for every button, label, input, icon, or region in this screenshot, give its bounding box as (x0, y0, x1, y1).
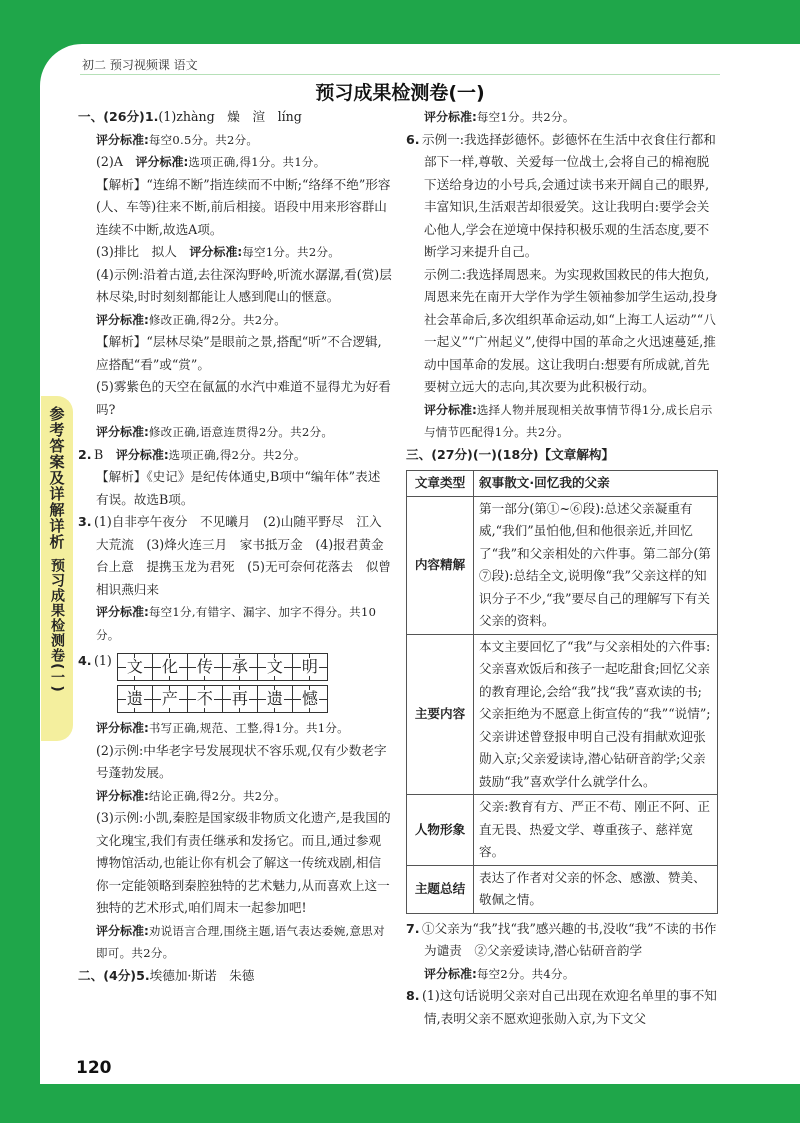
running-header: 初二 预习视频课 语文 (82, 58, 198, 72)
q5-line (78, 965, 392, 988)
standard-label: 评分标准: (424, 402, 477, 417)
section-three-heading: 三、(27分)(一)(18分)【文章解构】 (406, 446, 615, 462)
side-tab-bottom: 预习成果检测卷(一) (49, 558, 65, 693)
q3-answer: (1)自非亭午夜分 不见曦月 (2)山随平野尽 江入大荒流 (3)烽火连三月 家书抵万金 (4)报君黄金台上意 提携玉龙为君死 (5)无可奈何花落去 似曾相识燕归来 (94, 514, 391, 597)
q7-answer: ①父亲为“我”找“我”感兴趣的书,没收“我”不读的书作为谴责 ②父亲爱读诗,潜心钻研音韵学 (422, 920, 717, 958)
grid-char: 化 (161, 657, 178, 676)
standard-text: 每空1分,有错字、漏字、加字不得分。共10分。 (96, 605, 377, 642)
standard-text: 选择人物并展现相关故事情节得1分,成长启示与情节匹配得1分。共2分。 (424, 402, 713, 439)
grid-cell (117, 653, 153, 681)
standard-label: 评分标准: (96, 312, 149, 327)
q1-2-answer: (2)A (96, 154, 136, 169)
grid-cell (222, 653, 258, 681)
grid-cell (187, 653, 223, 681)
standard-label: 评分标准: (424, 966, 477, 981)
page-title: 预习成果检测卷(一) (315, 82, 485, 104)
standard-text: 书写正确,规范、工整,得1分。共1分。 (148, 721, 349, 735)
q6-answer-2: 示例二:我选择周恩来。为实现救国救民的伟大抱负,周恩来先在南开大学作为学生领袖参加学生运动,投身社会革命后,多次组织革命运动,如“上海工人运动”“八一起义”“广州起义”,使得中国的革命之火迅速蔓延,推动中国革命的发展。这让我明白:想要有所成就,首先要树立远大的志向,其次要为此积极行动。 (424, 266, 718, 394)
q5-standard (406, 106, 718, 129)
grid-char: 憾 (301, 689, 318, 708)
grid-row-1 (118, 653, 328, 681)
grid-cell (117, 685, 153, 713)
q1-5-standard (78, 421, 392, 444)
q8-line (406, 985, 718, 1030)
standard-text: 每空2分。共4分。 (476, 966, 575, 981)
q5-number: 5. (136, 967, 150, 983)
q3-standard (78, 601, 392, 646)
q4-3-answer: (3)示例:小凯,秦腔是国家级非物质文化遗产,是我国的文化瑰宝,我们有责任继承和发扬它。而且,通过参观博物馆活动,也能让你有机会了解这一传统戏剧,相信你一定能领略到秦腔独特的艺术魅力,从而喜欢上这一独特的艺术形式,咱们周末一起参加吧! (96, 810, 391, 915)
grid-cell (257, 653, 293, 681)
standard-text: 每空0.5分。共2分。 (148, 132, 259, 147)
standard-label: 评分标准: (96, 923, 149, 938)
q4-1-label: (1) (94, 653, 112, 668)
q1-3-answer: (3)排比 拟人 (96, 244, 190, 259)
q2-number: 2. (78, 446, 92, 462)
q4-3-standard (78, 920, 392, 965)
grid-char: 遗 (126, 689, 143, 708)
grid-char: 文 (266, 657, 283, 676)
q6-standard (406, 399, 718, 444)
grid-char: 产 (161, 689, 178, 708)
q7-line (406, 918, 718, 963)
standard-label: 评分标准: (135, 155, 189, 169)
standard-label: 评分标准: (96, 788, 149, 803)
standard-text: 选项正确,得1分。共1分。 (188, 155, 326, 169)
standard-label: 评分标准: (96, 605, 149, 619)
q5-answer: 埃德加·斯诺 朱德 (149, 967, 255, 983)
standard-text: 劝说语言合理,围绕主题,语气表达委婉,意思对即可。共2分。 (96, 923, 385, 960)
grid-cell (187, 685, 223, 713)
standard-text: 修改正确,得2分。共2分。 (148, 312, 286, 327)
standard-label: 评分标准: (189, 245, 243, 259)
row-content: 父亲:教育有方、严正不苟、刚正不阿、正直无畏、热爱文学、尊重孩子、慈祥宽容。 (474, 795, 718, 866)
row-content: 叙事散文·回忆我的父亲 (474, 471, 718, 497)
row-content: 本文主要回忆了“我”与父亲相处的六件事:父亲喜欢饭后和孩子一起吃甜食;回忆父亲的教育理论,会给“我”找“我”喜欢读的书;父亲拒绝为不愿意上街宣传的“我”“说情”;父亲讲述曾登报申明自己没有捐献欢迎张勋入京;父亲爱读诗,潜心钻研音韵学;父亲鼓励“我”喜欢学什么就学什么。 (474, 634, 718, 795)
q8-answer: (1)这句话说明父亲对自己出现在欢迎名单里的事不知情,表明父亲不愿欢迎张勋入京,为下文父 (422, 988, 717, 1026)
q3-line (78, 511, 392, 601)
q1-2-analysis: 【解析】“连绵不断”指连续而不中断;“络绎不绝”形容(人、车等)往来不断,前后相接。语段中用来形容群山连续不中断,故选A项。 (96, 176, 391, 237)
grid-char: 明 (301, 657, 318, 676)
grid-char: 遗 (266, 689, 283, 708)
q1-4-standard (78, 309, 392, 332)
standard-label: 评分标准: (115, 447, 169, 462)
table-row (407, 634, 718, 795)
q1-4-analysis: 【解析】“层林尽染”是眼前之景,搭配“听”不合逻辑,应搭配“看”或“赏”。 (96, 334, 382, 372)
standard-text: 每空1分。共2分。 (476, 110, 575, 124)
side-tab (41, 396, 73, 741)
q4-2-answer: (2)示例:中华老字号发展现状不容乐观,仅有少数老字号蓬勃发展。 (96, 742, 387, 780)
standard-label: 评分标准: (96, 721, 149, 735)
left-column (78, 106, 392, 987)
q6-number: 6. (406, 131, 420, 147)
q6-answer-1: 示例一:我选择彭德怀。彭德怀在生活中衣食住行都和部下一样,尊敬、关爱每一位战士,会将自己的棉袍脱下送给身边的小号兵,会通过读书来开阔自己的眼界,丰富知识,生活艰苦却很爱笑。这让我明白:要学会关心他人,学会在逆境中保持积极乐观的生活态度,要不断学习来提升自己。 (422, 131, 716, 259)
grid-cell (152, 653, 188, 681)
standard-text: 修改正确,语意连贯得2分。共2分。 (148, 425, 334, 439)
row-head: 主题总结 (407, 865, 474, 913)
standard-label: 评分标准: (96, 425, 149, 439)
grid-cell (152, 685, 188, 713)
q4-number: 4. (78, 653, 92, 668)
standard-label: 评分标准: (424, 110, 477, 124)
section-two-label: 二、(4分) (78, 967, 137, 983)
table-row (407, 496, 718, 634)
q2-line (78, 444, 392, 467)
q6-line (406, 129, 718, 264)
grid-row-2 (118, 685, 328, 713)
q2-answer: B (94, 446, 116, 462)
bottom-green-bar (0, 1084, 800, 1123)
section-one-label: 一、(26分) (78, 109, 145, 124)
table-row (407, 471, 718, 497)
right-column (406, 106, 718, 1030)
grid-char: 传 (196, 657, 213, 676)
q3-number: 3. (78, 514, 92, 529)
q4-2-standard (78, 785, 392, 808)
page-number: 120 (76, 1058, 112, 1078)
header-divider (80, 74, 720, 75)
q1-standard (78, 129, 392, 152)
standard-text: 选项正确,得2分。共2分。 (168, 447, 306, 462)
q1-5-answer: (5)雾紫色的天空在氤氲的水汽中难道不显得尤为好看吗? (96, 379, 391, 417)
q8-number: 8. (406, 988, 420, 1003)
standard-text: 每空1分。共2分。 (242, 245, 341, 259)
q1-answer: (1)zhàng 燥 渲 líng (158, 109, 302, 124)
row-head: 人物形象 (407, 795, 474, 866)
grid-char: 文 (126, 657, 143, 676)
row-content: 表达了作者对父亲的怀念、感激、赞美、敬佩之情。 (474, 865, 718, 913)
row-content: 第一部分(第①~⑥段):总述父亲凝重有威,“我们”虽怕他,但和他很亲近,并回忆了“我”和父亲相处的六件事。第二部分(第⑦段):总结全文,说明像“我”父亲这样的知识分子不少,“我”要尽自己的理解写下有关父亲的资料。 (474, 496, 718, 634)
q1-3-line (78, 241, 392, 264)
q1-number: 1. (144, 109, 159, 124)
standard-text: 结论正确,得2分。共2分。 (148, 788, 286, 803)
grid-char: 不 (196, 689, 213, 708)
q1-line (78, 106, 392, 129)
q4-1-standard (78, 717, 392, 740)
article-structure-table (406, 470, 718, 914)
standard-label: 评分标准: (96, 132, 149, 147)
q7-number: 7. (406, 920, 420, 936)
row-head: 内容精解 (407, 496, 474, 634)
side-tab-top: 参考答案及详解详析 (47, 406, 66, 550)
grid-cell (292, 685, 328, 713)
writing-grid (118, 650, 328, 717)
grid-cell (292, 653, 328, 681)
q1-2-line (78, 151, 392, 174)
q1-4-answer: (4)示例:沿着古道,去往深沟野岭,听流水潺潺,看(赏)层林尽染,时时刻刻都能让人感到爬山的惬意。 (96, 266, 392, 304)
grid-char: 再 (231, 689, 248, 708)
grid-cell (257, 685, 293, 713)
grid-char: 承 (231, 657, 248, 676)
q4-line (78, 650, 392, 717)
q2-analysis: 【解析】《史记》是纪传体通史,B项中“编年体”表述有误。故选B项。 (96, 469, 381, 507)
row-head: 文章类型 (407, 471, 474, 497)
table-row (407, 795, 718, 866)
table-row (407, 865, 718, 913)
row-head: 主要内容 (407, 634, 474, 795)
q7-standard (406, 963, 718, 986)
grid-cell (222, 685, 258, 713)
